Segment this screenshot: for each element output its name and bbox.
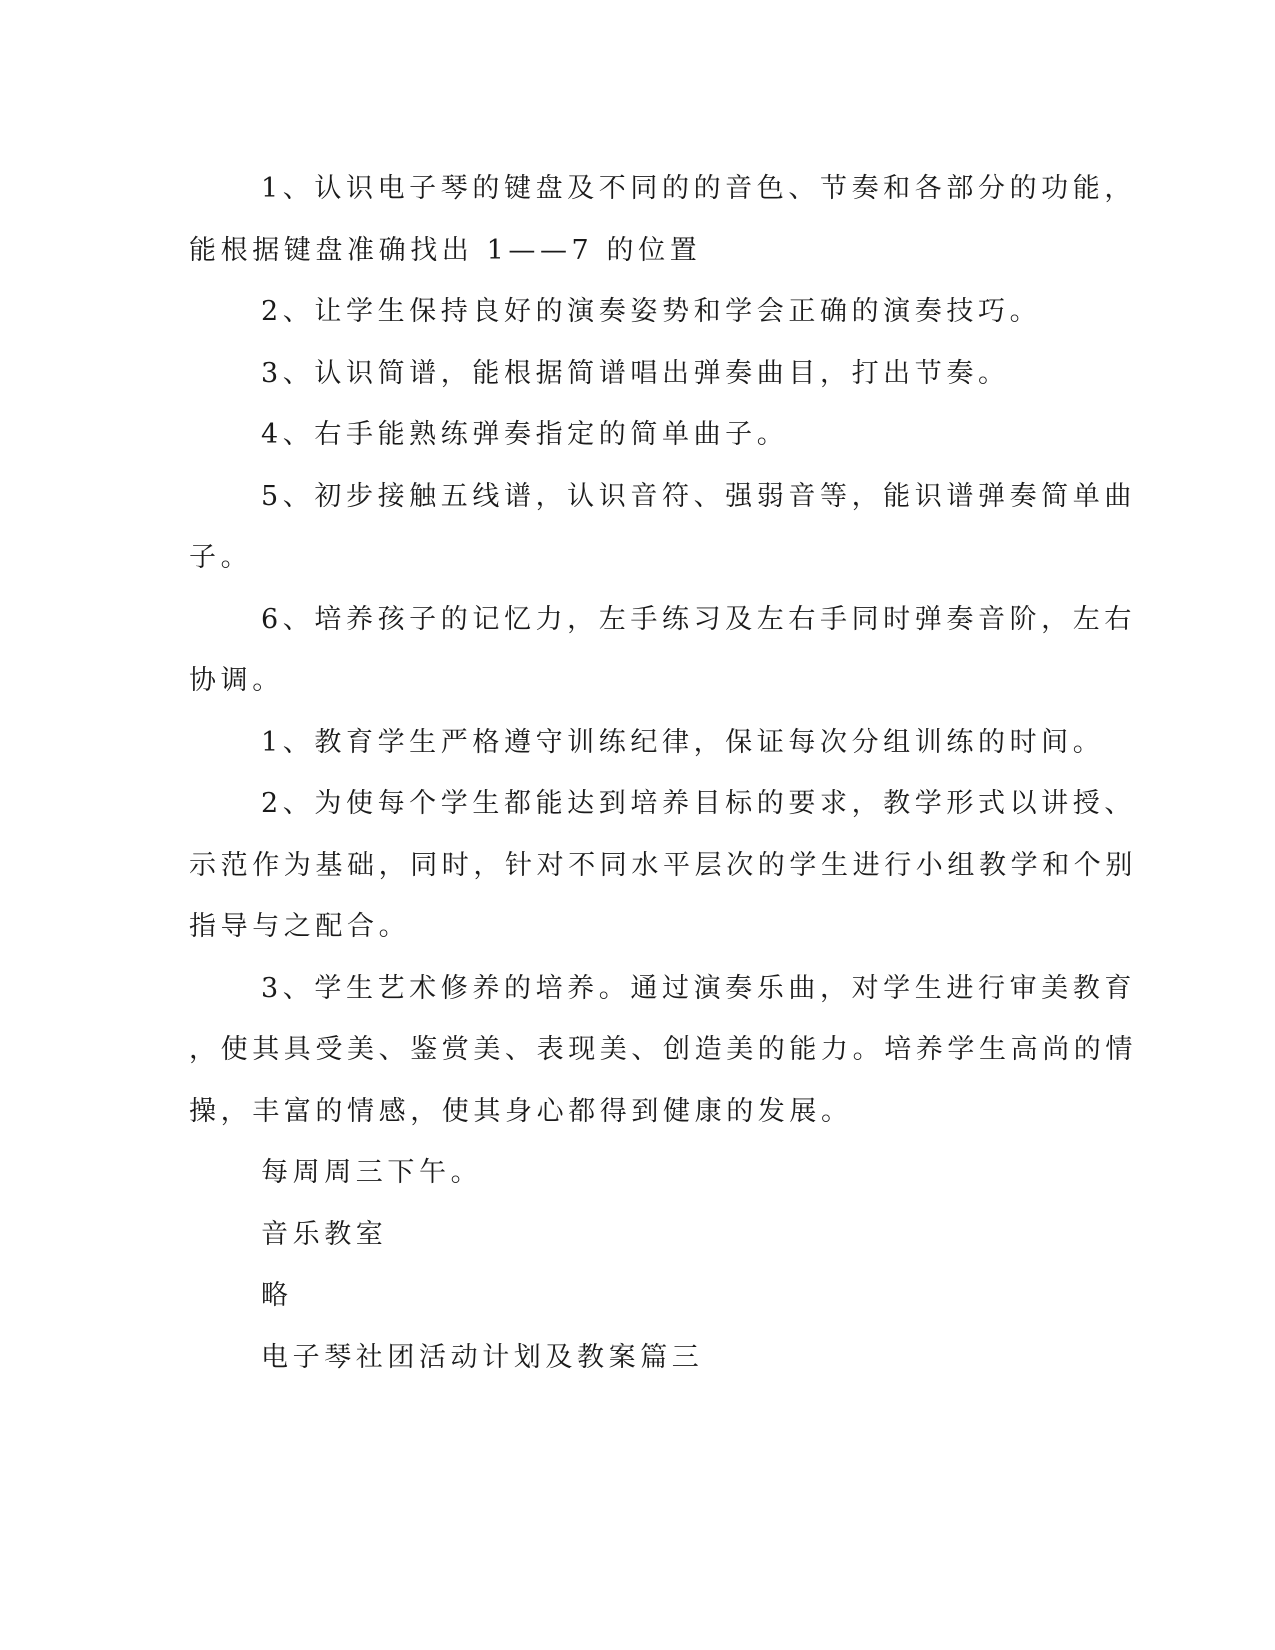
text-line: 5、初步接触五线谱，认识音符、强弱音等，能识谱弹奏简单曲 xyxy=(261,480,1136,512)
text-line: 示范作为基础，同时，针对不同水平层次的学生进行小组教学和个别 xyxy=(189,849,1137,881)
text-line: 子。 xyxy=(189,542,253,573)
paragraph-measure-3 xyxy=(189,958,1137,1143)
text-line: 2、让学生保持良好的演奏姿势和学会正确的演奏技巧。 xyxy=(261,296,1042,327)
paragraph-measure-2 xyxy=(189,773,1137,958)
text-line: 4、右手能熟练弹奏指定的简单曲子。 xyxy=(261,419,789,450)
text-line: 指导与之配合。 xyxy=(189,911,411,942)
paragraph-goal-1 xyxy=(189,158,1136,281)
text-line: 电子琴社团活动计划及教案篇三 xyxy=(261,1341,704,1373)
paragraph-goal-2 xyxy=(189,281,1069,343)
text-line: ，使其具受美、鉴赏美、表现美、创造美的能力。培养学生高尚的情 xyxy=(189,1034,1137,1065)
paragraph-goal-6 xyxy=(189,589,1136,712)
text-line: 3、学生艺术修养的培养。通过演奏乐曲，对学生进行审美教育 xyxy=(261,972,1136,1004)
text-line: 略 xyxy=(261,1280,293,1311)
section-heading xyxy=(189,1327,1069,1389)
text-line: 3、认识简谱，能根据简谱唱出弹奏曲目，打出节奏。 xyxy=(261,357,1010,389)
paragraph-location xyxy=(189,1204,1069,1266)
paragraph-goal-4 xyxy=(189,404,1069,466)
document-body xyxy=(189,158,1137,1388)
paragraph-goal-3 xyxy=(189,343,1069,405)
text-line: 操，丰富的情感，使其身心都得到健康的发展。 xyxy=(189,1095,853,1127)
paragraph-goal-5 xyxy=(189,466,1136,589)
text-line: 能根据键盘准确找出 1——7 的位置 xyxy=(189,234,702,266)
text-line: 1、认识电子琴的键盘及不同的的音色、节奏和各部分的功能， xyxy=(261,173,1136,204)
text-line: 音乐教室 xyxy=(261,1218,388,1250)
text-line: 1、教育学生严格遵守训练纪律，保证每次分组训练的时间。 xyxy=(261,726,1105,758)
paragraph-measure-1 xyxy=(189,712,1105,774)
text-line: 2、为使每个学生都能达到培养目标的要求，教学形式以讲授、 xyxy=(261,788,1136,819)
text-line: 每周周三下午。 xyxy=(261,1157,483,1188)
text-line: 协调。 xyxy=(189,665,284,696)
text-line: 6、培养孩子的记忆力，左手练习及左右手同时弹奏音阶，左右 xyxy=(261,603,1136,635)
paragraph-omitted xyxy=(189,1265,1069,1327)
paragraph-time xyxy=(189,1142,1069,1204)
